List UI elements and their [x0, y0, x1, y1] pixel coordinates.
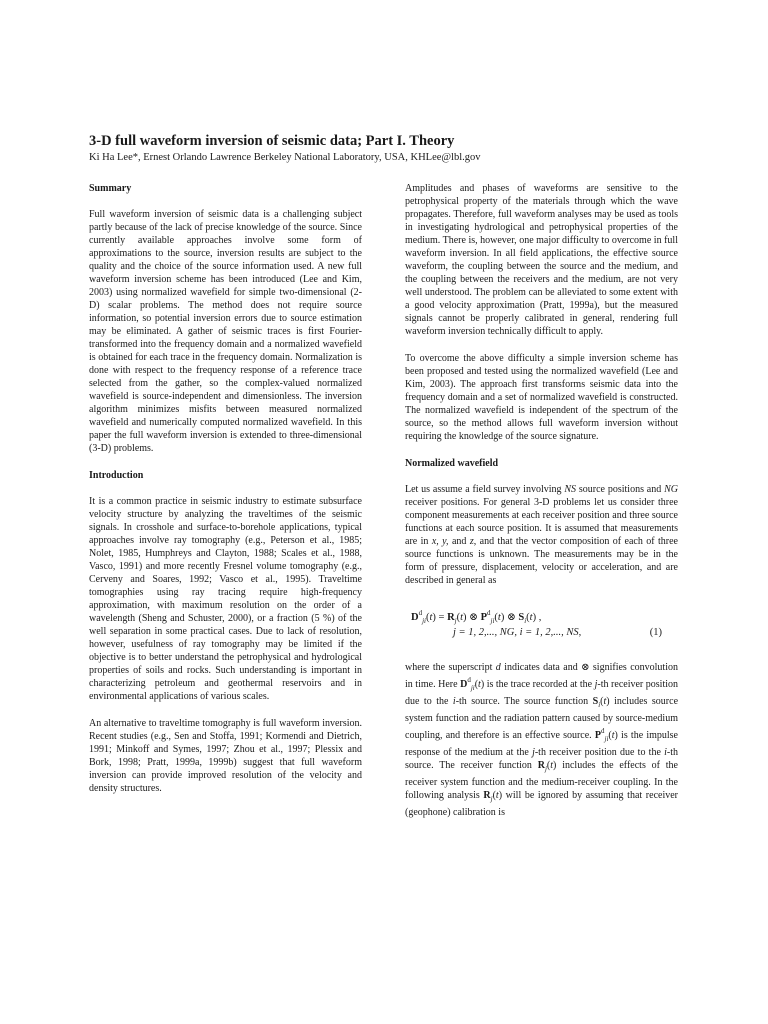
right-paragraph-1: Amplitudes and phases of waveforms are sensitive to the petrophysical property of the materials through which the wave propagates. Therefore, full waveform analyses may be used as tools in investigating hydrological and petrophysical properties of the medium. There is, however, one major difficulty to overcome in full waveform inversion. In all field applications, the effective source waveform, the coupling between the source and the medium, and the coupling between the receivers and the medium, are not very well understood. The problem can be alleviated to some extent with a good velocity approximation (Pratt, 1999a), but the measured signals cannot be properly calibrated in general, rendering full waveform inversion technically difficult to apply.: [405, 183, 678, 337]
left-column: [89, 182, 362, 809]
introduction-paragraph-1: It is a common practice in seismic industry to estimate subsurface velocity structure by analyzing the traveltimes of the seismic signals. In crosshole and surface-to-borehole applications, typical approaches involve ray tomography (e.g., Peterson et al., 1985; Nolet, 1985, Humphreys and Clayton, 1988; Scales et al., 1988, Vasco, 1991) and more recently Fresnel volume tomography (e.g., Cerveny and Soares, 1992; Vasco et al., 1995). Traveltime tomographies using ray tracing require high-frequency approximation, with maximum resolution on the order of a wavelength (Sheng and Schuster, 2000), or a fraction (5 %) of the well separation in some practical cases. Due to lack of resolution, however, usefulness of ray tomography may be limited if the objective is to better understand the petrophysical and hydrological properties of soils and rocks. Such understanding is important in characterizing petroleum and geothermal reservoirs and in environmental applications of various scales.: [89, 496, 362, 702]
equation-1-indices: j = 1, 2,..., NG, i = 1, 2,..., NS,: [453, 627, 582, 638]
normalized-wavefield-paragraph: Let us assume a field survey involving NS source positions and NG receiver positions. For general 3-D problems let us consider three component measurements at each receiver position and three source functions at each source position. It is assumed that measurements are in x, y, and z, and that the vector composition of each of three source functions is unknown. The measurements may be in the form of pressure, displacement, velocity or acceleration, and are described in general as: [405, 484, 679, 586]
summary-heading: Summary: [89, 183, 132, 194]
introduction-paragraph-2: An alternative to traveltime tomography is full waveform inversion. Recent studies (e.g., Sen and Stoffa, 1991; Kormendi and Dietrich, 1991; Minkoff and Symes, 1997; Zhou et al., 1997; Plessix and Bork, 1998; Pratt, 1999a, 1999b) suggest that full waveform inversion can provide improved resolution of the velocity and density structures.: [89, 718, 362, 794]
equation-1-number: (1): [649, 627, 662, 638]
equation-description-paragraph: where the superscript d indicates data and ⊗ signifies convolution in time. Here $D^d_{ji}(t)$ is the trace recorded at the j-th receiver position due to the i-th source. The source function $S_i(t)$ includes source system function and the radiation pattern caused by source-medium coupling, and therefore is an effective source. $P^d_{ji}(t)$ is the impulse response of the medium at the j-th receiver position due to the i-th source. The receiver function $R_j(t)$ includes the effects of the receiver system function and the medium-receiver coupling. In the following analysis $R_j(t)$ will be ignored by assuming that receiver (geophone) calibration is: [405, 662, 679, 818]
right-column: [405, 182, 678, 833]
equation-1: [405, 601, 678, 647]
equation-1-formula: $D^d_{ji}(t) = R_j(t)$ ⊗ $P^d_{ji}(t)$ ⊗ $S_i(t)$ ,: [411, 609, 542, 625]
author-line: Ki Ha Lee*, Ernest Orlando Lawrence Berkeley National Laboratory, USA, KHLee@lbl.gov: [89, 152, 481, 163]
paper-title: 3-D full waveform inversion of seismic data; Part I. Theory: [89, 133, 455, 149]
right-paragraph-2: To overcome the above difficulty a simple inversion scheme has been proposed and tested using the normalized wavefield (Lee and Kim, 2003). The approach first transforms seismic data into the frequency domain and a set of normalized wavefield is constructed. The normalized wavefield is independent of the spectrum of the source, so the method allows full waveform inversion without requiring the knowledge of the source signature.: [405, 353, 678, 442]
summary-paragraph: Full waveform inversion of seismic data is a challenging subject partly because of the lack of precise knowledge of the source. Since currently available approaches involve some form of approximations to the source, inversion results are subject to the quality and the choice of the source information used. A new full waveform inversion scheme has been introduced (Lee and Kim, 2003) using normalized wavefield for simple two-dimensional (2-D) scalar problems. The method does not require source information, so potential inversion errors due to source estimation may be eliminated. A gather of seismic traces is first Fourier-transformed into the frequency domain and a normalized wavefield is obtained for each trace in the frequency domain. Normalization is done with respect to the frequency response of a reference trace selected from the gather, so the complex-valued normalized wavefield is source-independent and dimensionless. The inversion algorithm minimizes misfits between measured normalized wavefield and numerically computed normalized wavefield. In this paper the full waveform inversion is extended to three-dimensional (3-D) problems.: [89, 209, 362, 454]
introduction-heading: Introduction: [89, 470, 144, 481]
normalized-wavefield-heading: Normalized wavefield: [405, 458, 499, 469]
